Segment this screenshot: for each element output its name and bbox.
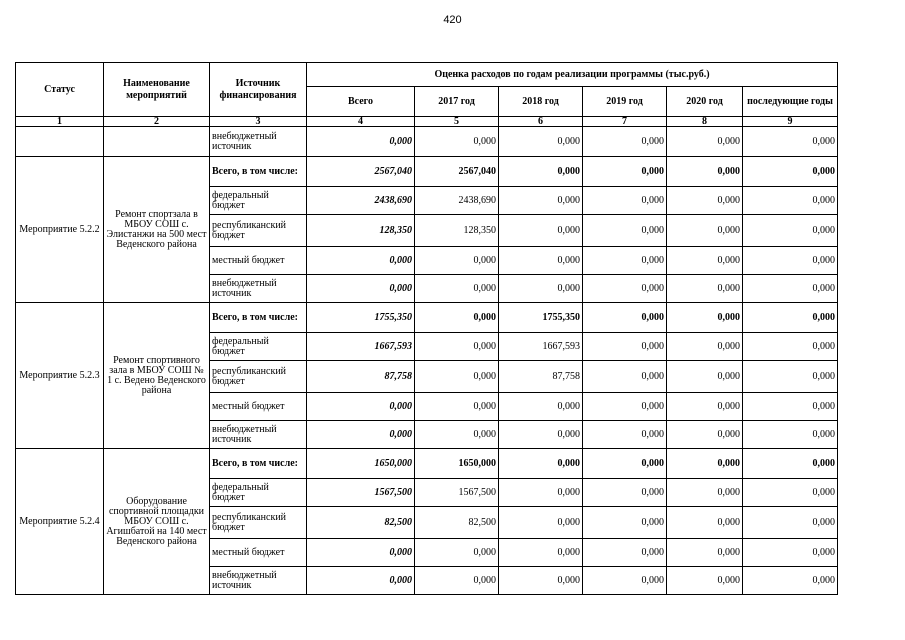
header-estimate: Оценка расходов по годам реализации программы (тыс.руб.) [307,63,838,87]
value-cell: 0,000 [743,215,838,247]
source-cell: внебюджетный источник [210,421,307,449]
status-cell [16,127,104,157]
value-cell: 0,000 [583,333,667,361]
source-cell: федеральный бюджет [210,479,307,507]
column-index: 1 [16,117,104,127]
source-cell: местный бюджет [210,393,307,421]
column-index: 7 [583,117,667,127]
value-cell: 0,000 [307,275,415,303]
value-cell: 0,000 [415,275,499,303]
value-cell: 2567,040 [415,157,499,187]
value-cell: 0,000 [499,539,583,567]
value-cell: 0,000 [415,247,499,275]
source-cell: федеральный бюджет [210,187,307,215]
header-2017: 2017 год [415,87,499,117]
column-index-row [16,117,838,127]
value-cell: 0,000 [743,303,838,333]
value-cell: 0,000 [415,567,499,595]
value-cell: 1650,000 [307,449,415,479]
value-cell: 0,000 [667,187,743,215]
value-cell: 0,000 [667,157,743,187]
value-cell: 0,000 [743,393,838,421]
value-cell: 0,000 [743,247,838,275]
value-cell: 0,000 [583,157,667,187]
header-2018: 2018 год [499,87,583,117]
expenses-table [15,62,838,595]
status-cell: Мероприятие 5.2.3 [16,303,104,449]
value-cell: 0,000 [667,127,743,157]
header-source: Источник финансирования [210,63,307,117]
value-cell: 0,000 [499,215,583,247]
value-cell: 0,000 [307,247,415,275]
value-cell: 0,000 [415,333,499,361]
column-index: 6 [499,117,583,127]
value-cell: 0,000 [499,275,583,303]
value-cell: 0,000 [583,567,667,595]
value-cell: 0,000 [583,127,667,157]
value-cell: 0,000 [667,449,743,479]
value-cell: 0,000 [499,187,583,215]
value-cell: 0,000 [743,187,838,215]
header-total: Всего [307,87,415,117]
value-cell: 0,000 [583,479,667,507]
table-row [16,449,838,479]
name-cell: Ремонт спортзала в МБОУ СОШ с. Элистанжи на 500 мест Веденского района [104,157,210,303]
column-index: 5 [415,117,499,127]
value-cell: 0,000 [583,361,667,393]
source-cell: федеральный бюджет [210,333,307,361]
source-cell: Всего, в том числе: [210,303,307,333]
value-cell: 0,000 [415,303,499,333]
value-cell: 0,000 [583,449,667,479]
value-cell: 82,500 [415,507,499,539]
source-cell: внебюджетный источник [210,275,307,303]
status-cell: Мероприятие 5.2.4 [16,449,104,595]
value-cell: 0,000 [667,507,743,539]
value-cell: 0,000 [583,247,667,275]
value-cell: 0,000 [415,127,499,157]
name-cell [104,127,210,157]
value-cell: 0,000 [667,215,743,247]
value-cell: 0,000 [307,421,415,449]
value-cell: 0,000 [743,567,838,595]
table-row [16,157,838,187]
value-cell: 82,500 [307,507,415,539]
table-row [16,127,838,157]
name-cell: Ремонт спортивного зала в МБОУ СОШ № 1 с. Ведено Веденского района [104,303,210,449]
value-cell: 0,000 [743,421,838,449]
source-cell: республиканский бюджет [210,215,307,247]
value-cell: 0,000 [583,187,667,215]
value-cell: 0,000 [499,507,583,539]
value-cell: 0,000 [415,539,499,567]
header-status: Статус [16,63,104,117]
header-later: последующие годы [743,87,838,117]
value-cell: 1567,500 [307,479,415,507]
value-cell: 0,000 [415,421,499,449]
value-cell: 0,000 [307,539,415,567]
value-cell: 0,000 [583,507,667,539]
column-index: 3 [210,117,307,127]
value-cell: 0,000 [307,567,415,595]
source-cell: местный бюджет [210,539,307,567]
source-cell: республиканский бюджет [210,361,307,393]
source-cell: республиканский бюджет [210,507,307,539]
source-cell: внебюджетный источник [210,127,307,157]
source-cell: Всего, в том числе: [210,449,307,479]
value-cell: 0,000 [307,393,415,421]
source-cell: местный бюджет [210,247,307,275]
value-cell: 0,000 [583,215,667,247]
value-cell: 1667,593 [307,333,415,361]
value-cell: 0,000 [499,393,583,421]
value-cell: 2567,040 [307,157,415,187]
value-cell: 1650,000 [415,449,499,479]
value-cell: 0,000 [499,449,583,479]
header-2020: 2020 год [667,87,743,117]
header-name: Наименование мероприятий [104,63,210,117]
column-index: 4 [307,117,415,127]
value-cell: 0,000 [667,479,743,507]
value-cell: 0,000 [743,275,838,303]
value-cell: 0,000 [583,539,667,567]
value-cell: 0,000 [743,361,838,393]
value-cell: 0,000 [499,157,583,187]
value-cell: 0,000 [583,393,667,421]
value-cell: 128,350 [307,215,415,247]
value-cell: 0,000 [499,421,583,449]
value-cell: 1667,593 [499,333,583,361]
value-cell: 0,000 [667,303,743,333]
value-cell: 0,000 [743,539,838,567]
value-cell: 0,000 [499,567,583,595]
value-cell: 0,000 [583,421,667,449]
value-cell: 0,000 [743,479,838,507]
value-cell: 0,000 [743,449,838,479]
table-row [16,303,838,333]
value-cell: 87,758 [499,361,583,393]
value-cell: 0,000 [415,361,499,393]
source-cell: внебюджетный источник [210,567,307,595]
value-cell: 0,000 [667,333,743,361]
value-cell: 0,000 [743,157,838,187]
value-cell: 0,000 [307,127,415,157]
source-cell: Всего, в том числе: [210,157,307,187]
value-cell: 128,350 [415,215,499,247]
header-2019: 2019 год [583,87,667,117]
page-number: 420 [443,14,462,26]
value-cell: 0,000 [667,421,743,449]
value-cell: 0,000 [583,275,667,303]
value-cell: 0,000 [583,303,667,333]
value-cell: 0,000 [667,361,743,393]
value-cell: 0,000 [743,333,838,361]
value-cell: 0,000 [667,275,743,303]
value-cell: 1567,500 [415,479,499,507]
value-cell: 0,000 [667,393,743,421]
name-cell: Оборудование спортивной площадки МБОУ СОШ с. Агишбатой на 140 мест Веденского района [104,449,210,595]
value-cell: 0,000 [667,567,743,595]
column-index: 9 [743,117,838,127]
value-cell: 87,758 [307,361,415,393]
column-index: 2 [104,117,210,127]
value-cell: 0,000 [499,247,583,275]
value-cell: 0,000 [499,479,583,507]
value-cell: 0,000 [743,507,838,539]
column-index: 8 [667,117,743,127]
value-cell: 2438,690 [415,187,499,215]
value-cell: 0,000 [499,127,583,157]
value-cell: 1755,350 [307,303,415,333]
status-cell: Мероприятие 5.2.2 [16,157,104,303]
value-cell: 2438,690 [307,187,415,215]
value-cell: 0,000 [667,247,743,275]
value-cell: 1755,350 [499,303,583,333]
value-cell: 0,000 [667,539,743,567]
value-cell: 0,000 [415,393,499,421]
value-cell: 0,000 [743,127,838,157]
